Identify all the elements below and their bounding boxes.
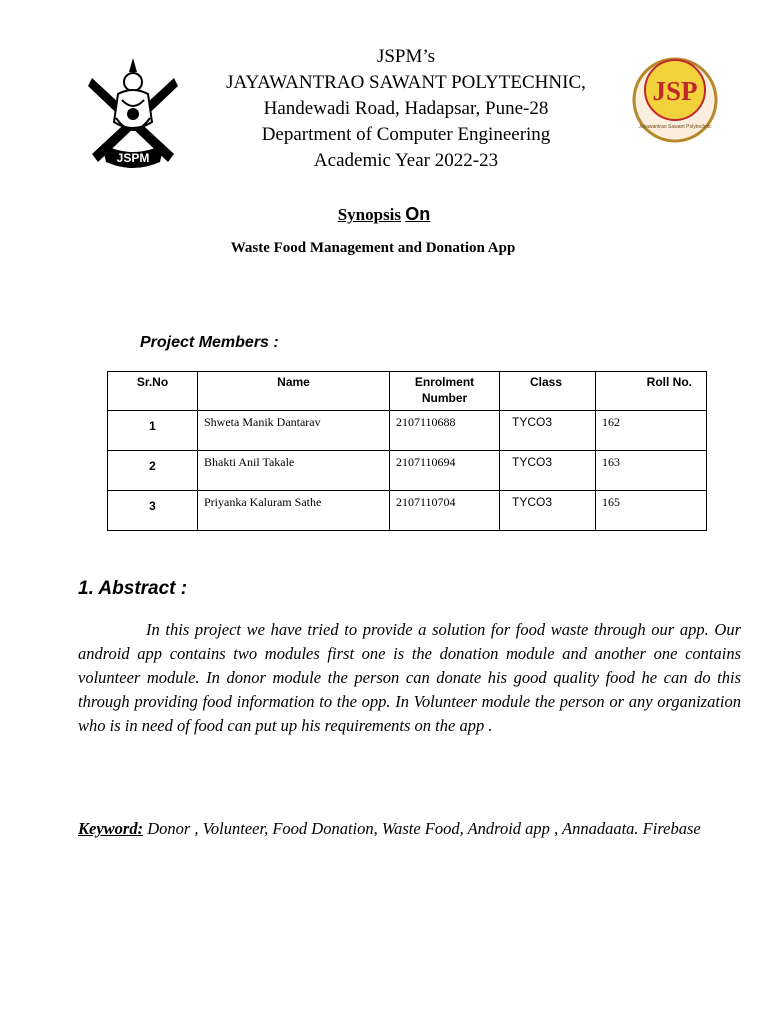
table-row [108,411,707,451]
cell-srno: 2 [108,451,198,491]
project-title: Waste Food Management and Donation App [230,240,516,256]
cell-name: Bhakti Anil Takale [198,451,390,491]
column-header-class: Class [500,372,596,411]
abstract-body: In this project we have tried to provide a solution for food waste through our app. Our android app contains two modules first one is the donation module and another one contains volunteer module. In donor module the person can donate his good quality food he can do this through providing food information to the opp. In Volunteer module the person or any organization who is in need of food can put up his requirements on the app . [78,620,741,735]
header-line-address: Handewadi Road, Hadapsar, Pune-28 [263,98,549,119]
column-header-srno: Sr.No [108,372,198,411]
cell-name: Shweta Manik Dantarav [198,411,390,451]
table-row [108,451,707,491]
synopsis-on: On [405,204,431,224]
header-line-academic-year: Academic Year 2022-23 [313,150,499,171]
svg-text:Jayawantrao Sawant Polytechnic: Jayawantrao Sawant Polytechnic [638,124,712,130]
table-header-row [108,372,707,411]
jspm-logo [88,52,178,172]
cell-class: TYCO3 [500,411,596,451]
institute-header [188,44,624,174]
svg-text:JSPM: JSPM [116,151,150,165]
synopsis-heading [0,204,768,225]
column-header-name: Name [198,372,390,411]
column-header-enrolment: Enrolment Number [390,372,500,411]
cell-roll: 163 [596,451,707,491]
cell-roll: 162 [596,411,707,451]
cell-enrolment: 2107110688 [390,411,500,451]
cell-enrolment: 2107110704 [390,491,500,531]
cell-srno: 1 [108,411,198,451]
members-heading: Project Members : [140,334,279,351]
members-table [107,371,707,531]
cell-class: TYCO3 [500,491,596,531]
jsp-badge-logo [632,56,718,144]
table-row [108,491,707,531]
cell-enrolment: 2107110694 [390,451,500,491]
keywords-label: Keyword: [78,819,144,838]
keywords-paragraph [78,818,741,840]
header-line-college: JAYAWANTRAO SAWANT POLYTECHNIC, [226,72,586,93]
header-line-trust: JSPM’s [376,46,436,67]
synopsis-word: Synopsis [337,205,402,224]
abstract-heading: 1. Abstract : [78,578,188,599]
keywords-text: Donor , Volunteer, Food Donation, Waste Food, Android app , Annadaata. Firebase [143,819,701,838]
cell-srno: 3 [108,491,198,531]
cell-class: TYCO3 [500,451,596,491]
header-line-department: Department of Computer Engineering [261,124,551,145]
cell-roll: 165 [596,491,707,531]
cell-name: Priyanka Kaluram Sathe [198,491,390,531]
svg-text:JSP: JSP [652,76,698,106]
column-header-roll: Roll No. [596,372,707,411]
